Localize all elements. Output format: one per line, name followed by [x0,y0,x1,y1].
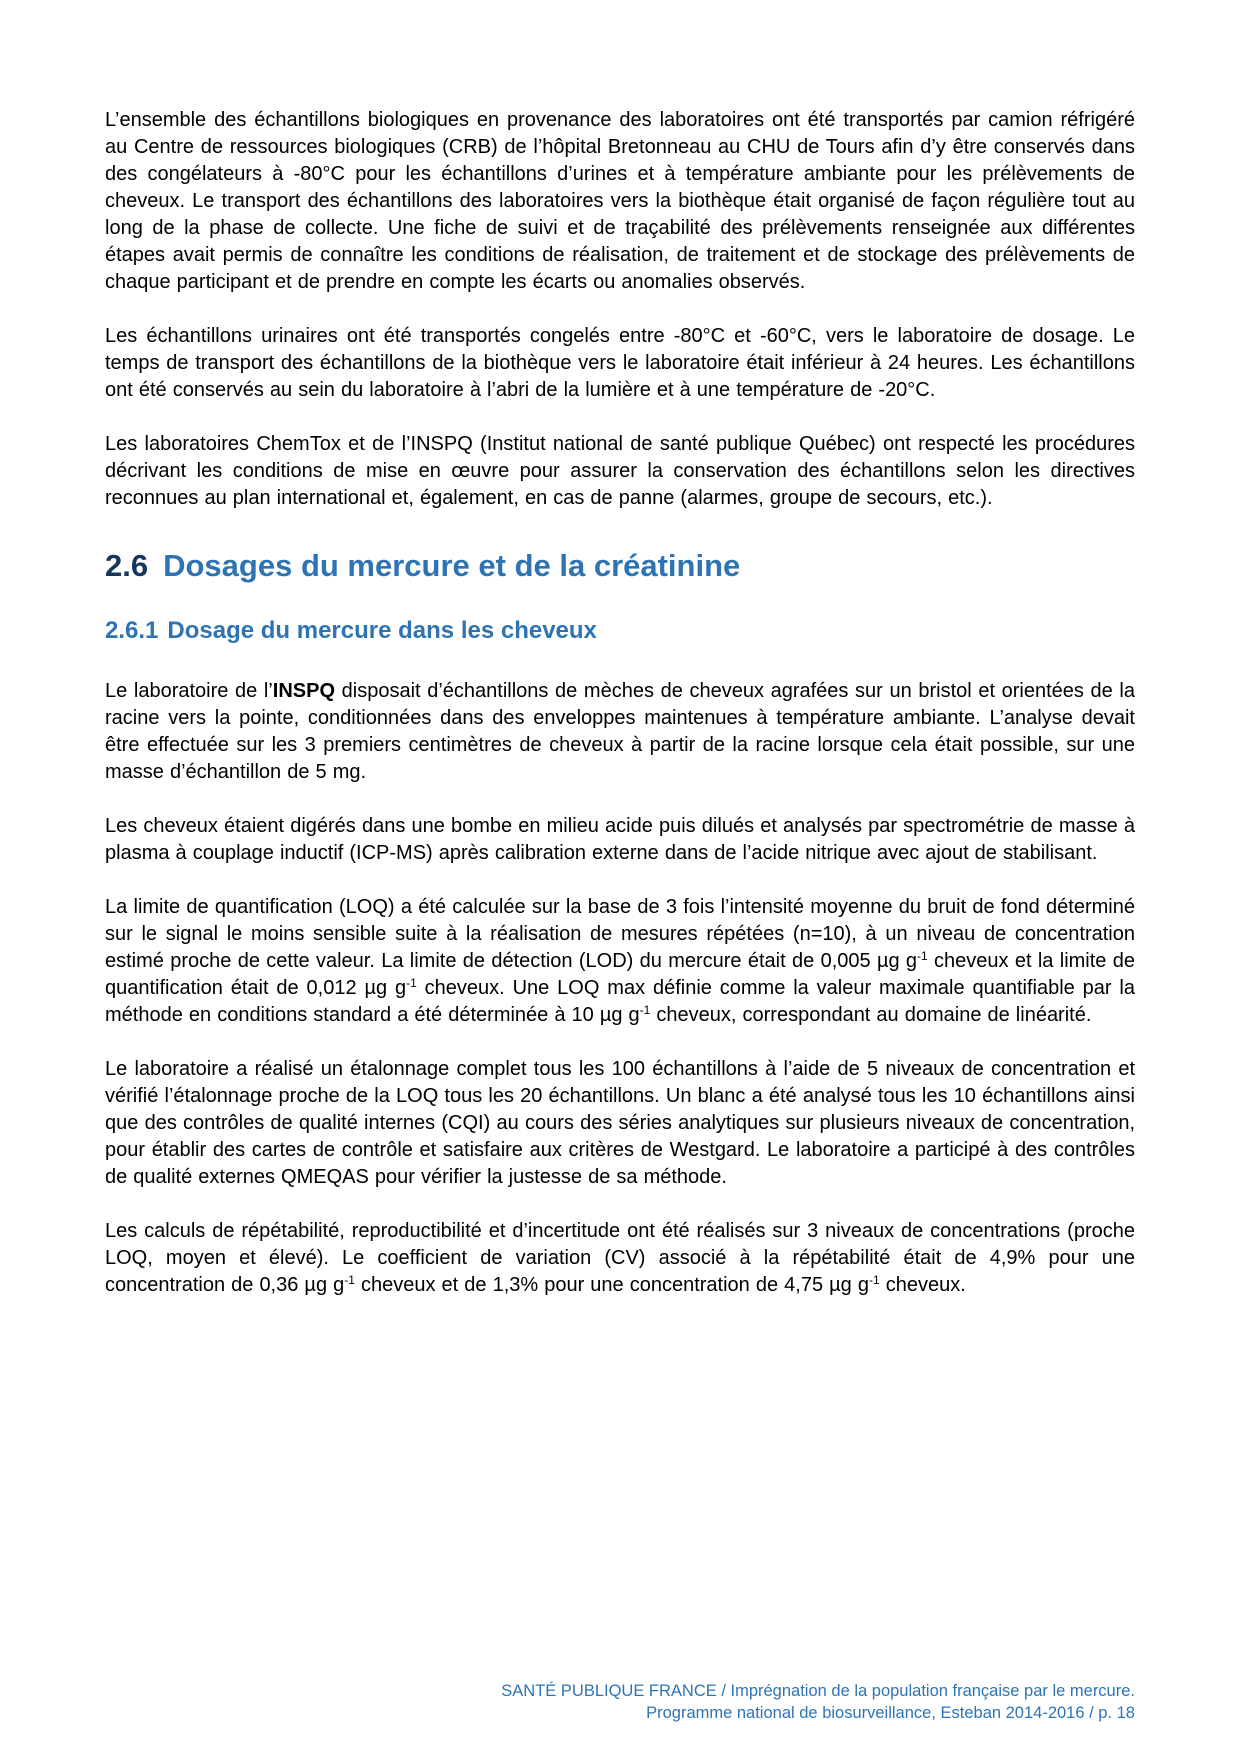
heading-2-6-number: 2.6 [105,548,149,583]
paragraph-etalonnage-controles: Le laboratoire a réalisé un étalonnage complet tous les 100 échantillons à l’aide de 5 niveaux de concentration et vérifié l’étalonnage proche de la LOQ tous les 20 échantillons. Un blanc a été analysé tous les 10 échantillons ainsi que des contrôles de qualité internes (CQI) au cours des séries analytiques sur plusieurs niveaux de concentration, pour établir des cartes de contrôle et satisfaire aux critères de Westgard. Le laboratoire a participé à des contrôles de qualité externes QMEQAS pour vérifier la justesse de sa méthode. [105,1058,1135,1188]
footer-line-1: SANTÉ PUBLIQUE FRANCE / Imprégnation de la population française par le mercure. [501,1682,1135,1700]
heading-2-6 [105,548,1135,584]
heading-2-6-title: Dosages du mercure et de la créatinine [163,548,741,583]
footer-line-2: Programme national de biosurveillance, Esteban 2014-2016 / p. 18 [646,1704,1135,1722]
heading-2-6-1-title: Dosage du mercure dans les cheveux [167,617,597,644]
paragraph-digestion-icpms: Les cheveux étaient digérés dans une bombe en milieu acide puis dilués et analysés par spectrométrie de masse à plasma à couplage inductif (ICP-MS) après calibration externe dans de l’acide nitrique avec ajout de stabilisant. [105,815,1135,864]
paragraph-inspq-echantillons: Le laboratoire de l’INSPQ disposait d’échantillons de mèches de cheveux agrafées sur un bristol et orientées de la racine vers la pointe, conditionnées dans des enveloppes maintenues à température ambiante. L’analyse devait être effectuée sur les 3 premiers centimètres de cheveux à partir de la racine lorsque cela était possible, sur une masse d’échantillon de 5 mg. [105,680,1135,783]
page-footer [501,1680,1135,1724]
heading-2-6-1 [105,617,1135,645]
heading-2-6-1-number: 2.6.1 [105,617,159,644]
paragraph-repetabilite-cv: Les calculs de répétabilité, reproductibilité et d’incertitude ont été réalisés sur 3 niveaux de concentrations (proche LOQ, moyen et élevé). Le coefficient de variation (CV) associé à la répétabilité était de 4,9% pour une concentration de 0,36 µg $g^{-1}$ cheveux et de 1,3% pour une concentration de 4,75 µg $g^{-1}$ cheveux. [105,1220,1135,1296]
paragraph-laboratoires-conservation: Les laboratoires ChemTox et de l’INSPQ (Institut national de santé publique Québec) ont respecté les procédures décrivant les conditions de mise en œuvre pour assurer la conservation des échantillons selon les directives reconnues au plan international et, également, en cas de panne (alarmes, groupe de secours, etc.). [105,433,1135,509]
paragraph-transport-urines: Les échantillons urinaires ont été transportés congelés entre -80°C et -60°C, vers le laboratoire de dosage. Le temps de transport des échantillons de la biothèque vers le laboratoire était inférieur à 24 heures. Les échantillons ont été conservés au sein du laboratoire à l’abri de la lumière et à une température de -20°C. [105,325,1135,401]
paragraph-transport-biotheque: L’ensemble des échantillons biologiques en provenance des laboratoires ont été transportés par camion réfrigéré au Centre de ressources biologiques (CRB) de l’hôpital Bretonneau au CHU de Tours afin d’y être conservés dans des congélateurs à -80°C pour les échantillons d’urines et à température ambiante pour les prélèvements de cheveux. Le transport des échantillons des laboratoires vers la biothèque était organisé de façon régulière tout au long de la phase de collecte. Une fiche de suivi et de traçabilité des prélèvements renseignée aux différentes étapes avait permis de connaître les conditions de réalisation, de traitement et de stockage des prélèvements de chaque participant et de prendre en compte les écarts ou anomalies observés. [105,109,1135,293]
paragraph-loq-lod: La limite de quantification (LOQ) a été calculée sur la base de 3 fois l’intensité moyenne du bruit de fond déterminé sur le signal le moins sensible suite à la réalisation de mesures répétées (n=10), à un niveau de concentration estimé proche de cette valeur. La limite de détection (LOD) du mercure était de 0,005 µg $g^{-1}$ cheveux et la limite de quantification était de 0,012 µg $g^{-1}$ cheveux. Une LOQ max définie comme la valeur maximale quantifiable par la méthode en conditions standard a été déterminée à 10 µg $g^{-1}$ cheveux, correspondant au domaine de linéarité. [105,896,1135,1026]
